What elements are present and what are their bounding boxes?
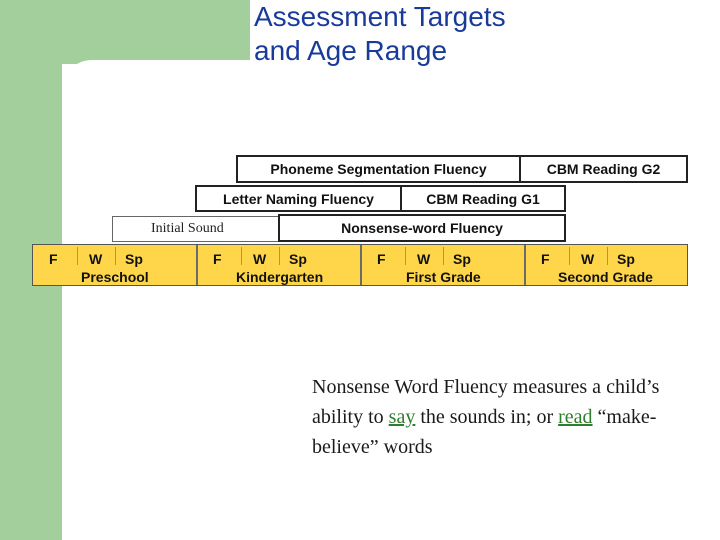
segment-spring: Sp [617,251,635,267]
grade-label: Preschool [81,269,149,285]
segment-winter: W [581,251,595,267]
bar-cbm-g2 [519,155,688,183]
description-part-1: Nonsense Word Fluency measures a child’s ability to [312,376,660,428]
segment-spring: Sp [125,251,143,267]
segment-divider [405,247,406,265]
grade-label: First Grade [406,269,481,285]
bar-letter-naming [195,185,402,212]
grade-label: Second Grade [558,269,653,285]
title-line-2: and Age Range [254,35,448,66]
bar-initial-sound-label: Initial Sound [151,221,224,236]
segment-spring: Sp [289,251,307,267]
bar-cbm-g1 [400,185,566,212]
grade-label: Kindergarten [236,269,324,285]
grade-kindergarten [198,245,360,285]
segment-divider [607,247,608,265]
segment-divider [279,247,280,265]
content-panel [62,60,720,540]
segment-divider [241,247,242,265]
segment-divider [443,247,444,265]
segment-fall: F [49,251,58,267]
segment-fall: F [213,251,222,267]
bar-cbm-g1-label: CBM Reading G1 [426,190,540,207]
segment-fall: F [377,251,386,267]
segment-winter: W [253,251,267,267]
bar-cbm-g2-label: CBM Reading G2 [546,161,661,177]
bar-phoneme-segmentation-label: Phoneme Segmentation Fluency [270,161,487,177]
segment-fall: F [541,251,550,267]
description-part-3: “make-believe” words [312,406,657,458]
grade-axis [32,244,688,286]
segment-divider [115,247,116,265]
slide-title [254,0,506,68]
description-read: read [558,406,593,428]
segment-winter: W [89,251,103,267]
bar-letter-naming-label: Letter Naming Fluency [223,190,374,207]
description-part-2: the sounds in; or [415,406,559,428]
description-say: say [388,406,416,428]
title-line-1: Assessment Targets [254,1,506,32]
segment-spring: Sp [453,251,471,267]
grade-second [526,245,687,285]
grade-first [362,245,524,285]
description-text [312,372,712,462]
bar-initial-sound [112,216,280,242]
bar-nonsense-word-label: Nonsense-word Fluency [341,220,503,236]
bar-nonsense-word [278,214,566,242]
segment-divider [569,247,570,265]
bar-phoneme-segmentation [236,155,521,183]
grade-preschool [33,245,196,285]
segment-divider [77,247,78,265]
segment-winter: W [417,251,431,267]
